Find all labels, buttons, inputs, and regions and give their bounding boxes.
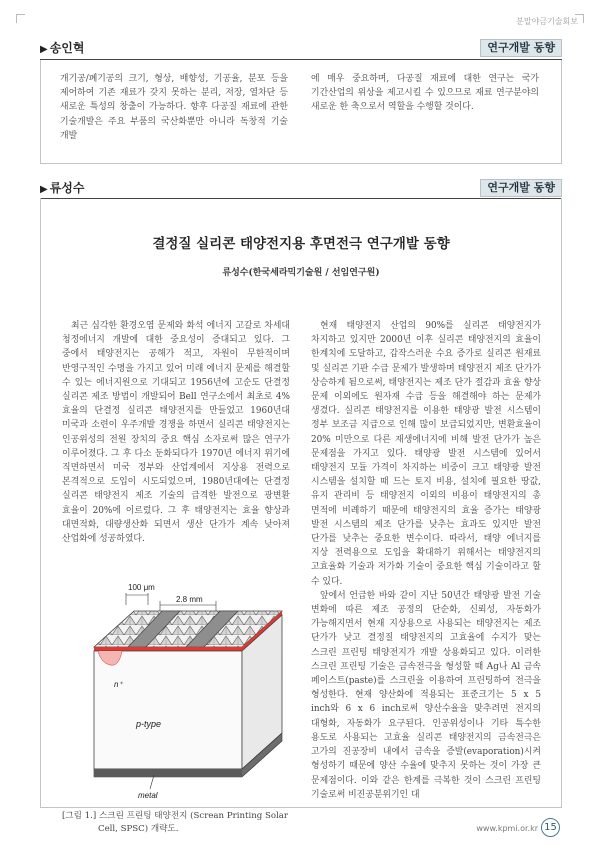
section-badge: 연구개발 동향 <box>480 39 562 57</box>
label-metal: metal <box>138 791 158 800</box>
paragraph: 현재 태양전지 산업의 90%를 실리콘 태양전지가 차지하고 있지만 2000년 이후 실리콘 태양전지의 효율이 한계치에 도달하고, 갑작스러운 수요 증가로 실리콘 원재료 및 실리콘 기판 수급 문제가 발생하며 태양전지 제조 단가가 상승하게 됨으로써, 태양전지는 제조 단가 절감과 효율 향상 문제 이외에도 원자재 수급 등을 해결해야 하는 문제가 생겼다. 실리콘 태양전지를 이용한 태양광 발전 시스템이 정부 보조금 지급으로 인해 많이 보급되었지만, 변환효율이 20% 미만으로 다른 재생에너지에 비해 발전 단가가 높은 문제점을 가지고 있다. 태양광 발전 시스템에 있어서 태양전지 모듈 가격이 차지하는 비중이 크고 태양광 발전 시스템을 설치할 때 드는 토지 비용, 설치에 필요한 땅값, 유지 관리비 등 태양전지 이외의 비용이 태양전지의 총 면적에 비례하기 때문에 태양전지의 효율 증가는 태양광 발전 시스템의 제조 단가를 낮추는 효과도 있지만 발전 단가를 낮추는 중요한 변수이다. 따라서, 태양 에너지를 지상 전력용으로 도입을 확대하기 위해서는 태양전지의 고효율화 기술과 저가화 기술이 중요한 핵심 기술이라고 할 수 있다. <box>311 321 541 587</box>
page-number: 15 <box>541 818 560 837</box>
journal-name: 분말야금기술회보 <box>516 17 578 26</box>
figure-caption <box>62 810 290 836</box>
section-author: 류성수 <box>49 181 85 195</box>
triangle-bullet-icon: ▶ <box>40 184 48 195</box>
article-title: 결정질 실리콘 태양전지용 후면전극 연구개발 동향 <box>152 236 450 252</box>
paragraph: 에 매우 중요하며, 다공질 재료에 대한 연구는 국가 기간산업의 위상을 제고시킬 수 있으므로 재료 연구분야의 새로운 한 축으로서 역할을 수행할 것이다. <box>311 74 539 113</box>
section-badge: 연구개발 동향 <box>480 179 562 197</box>
article-right-column <box>311 319 541 802</box>
dimension-label-thickness: 100 μm <box>128 583 155 592</box>
top-article-left-column <box>60 72 288 143</box>
top-article-right-column <box>311 72 539 115</box>
figure-caption-line: Cell, SPSC) 개략도. <box>98 824 179 834</box>
article-author: 류성수(한국세라믹기술원 / 선임연구원) <box>222 268 380 278</box>
crop-mark-left <box>16 14 25 23</box>
figure-caption-line: [그림 1.] 스크린 프린팅 태양전지 (Screan Printing Solar <box>62 811 289 821</box>
article-left-column <box>62 319 290 546</box>
paragraph: 앞에서 언급한 바와 같이 지난 50년간 태양광 발전 기술 변화에 따른 제조 공정의 단순화, 신뢰성, 자동화가 가능해지면서 현재 지상용으로 사용되는 태양전지는 제조 단가가 낮고 결정질 태양전지의 고효율에 수지가 맞는 스크린 프린팅 태양전지가 개발 상용화되고 있다. 이러한 스크린 프린팅 기술은 금속전극을 형성할 때 Ag나 Al 금속 페이스트(paste)를 스크린을 이용하여 프린팅하여 전극을 형성한다. 현재 양산화에 적용되는 표준크기는 5 x 5 inch와 6 x 6 inch로써 양산수율을 맞추려면 전지의 대형화, 자동화가 요구된다. 인공위성이나 기타 특수한 용도로 사용되는 고효율 실리콘 태양전지의 금속전극은 고가의 진공장비 내에서 금속을 증발(evaporation)시켜 형성하기 때문에 양산 수율에 맞추지 못하는 것이 가장 큰 문제점이다. 이와 같은 한계를 극복한 것이 스크린 프린팅 기술로써 비진공분위기인 대 <box>311 590 541 800</box>
triangle-bullet-icon: ▶ <box>40 44 48 55</box>
section-author: 송인혁 <box>49 41 85 55</box>
label-p-type: p-type <box>136 719 162 729</box>
solar-cell-diagram <box>88 575 288 811</box>
paragraph: 개기공/폐기공의 크기, 형상, 배향성, 기공율, 분포 등을 제어하여 기존 재료가 갖지 못하는 분리, 저장, 열차단 등 새로운 특성의 창출이 가능하다. 향후 다공질 재료에 관한 기술개발은 주요 부품의 국산화뿐만 아니라 독창적 기술 개발 <box>60 74 288 141</box>
footer-url: www.kpmi.or.kr <box>476 824 538 833</box>
section-author-heading <box>40 179 84 196</box>
section-author-heading <box>40 39 84 56</box>
paragraph: 최근 심각한 환경오염 문제와 화석 에너지 고갈로 차세대 청정에너지 개발에 대한 중요성이 증대되고 있다. 그 중에서 태양전지는 공해가 적고, 자원이 무한적이며 반영구적인 수명을 가지고 있어 미래 에너지 문제를 해결할 수 있는 에너지원으로 기대되고 1956년에 고순도 단결정 실리콘 제조 방법이 개발되어 Bell 연구소에서 최초로 4% 효율의 단결정 실리콘 태양전지를 만들었고 1960년대 미국과 소련이 우주개발 경쟁을 하면서 실리콘 태양전지는 인공위성의 전원 장치의 중요 핵심 소자로써 많은 연구가 이루어졌다. 그 후 다소 둔화되다가 1970년 에너지 위기에 직면하면서 미국 정부와 산업계에서 지상용 전력으로 본격적으로 도입이 시도되었으며, 1980년대에는 단결정 실리콘 태양전지 제조 기술의 급격한 발전으로 광변환 효율이 20%에 이르렀다. 그 후 태양전지는 효율 향상과 대면적화, 대량생산화 되면서 생산 단가가 계속 낮아져 산업화에 성공하였다. <box>62 321 290 545</box>
label-n-plus: n⁺ <box>114 680 123 689</box>
dimension-label-spacing: 2.8 mm <box>176 595 203 604</box>
